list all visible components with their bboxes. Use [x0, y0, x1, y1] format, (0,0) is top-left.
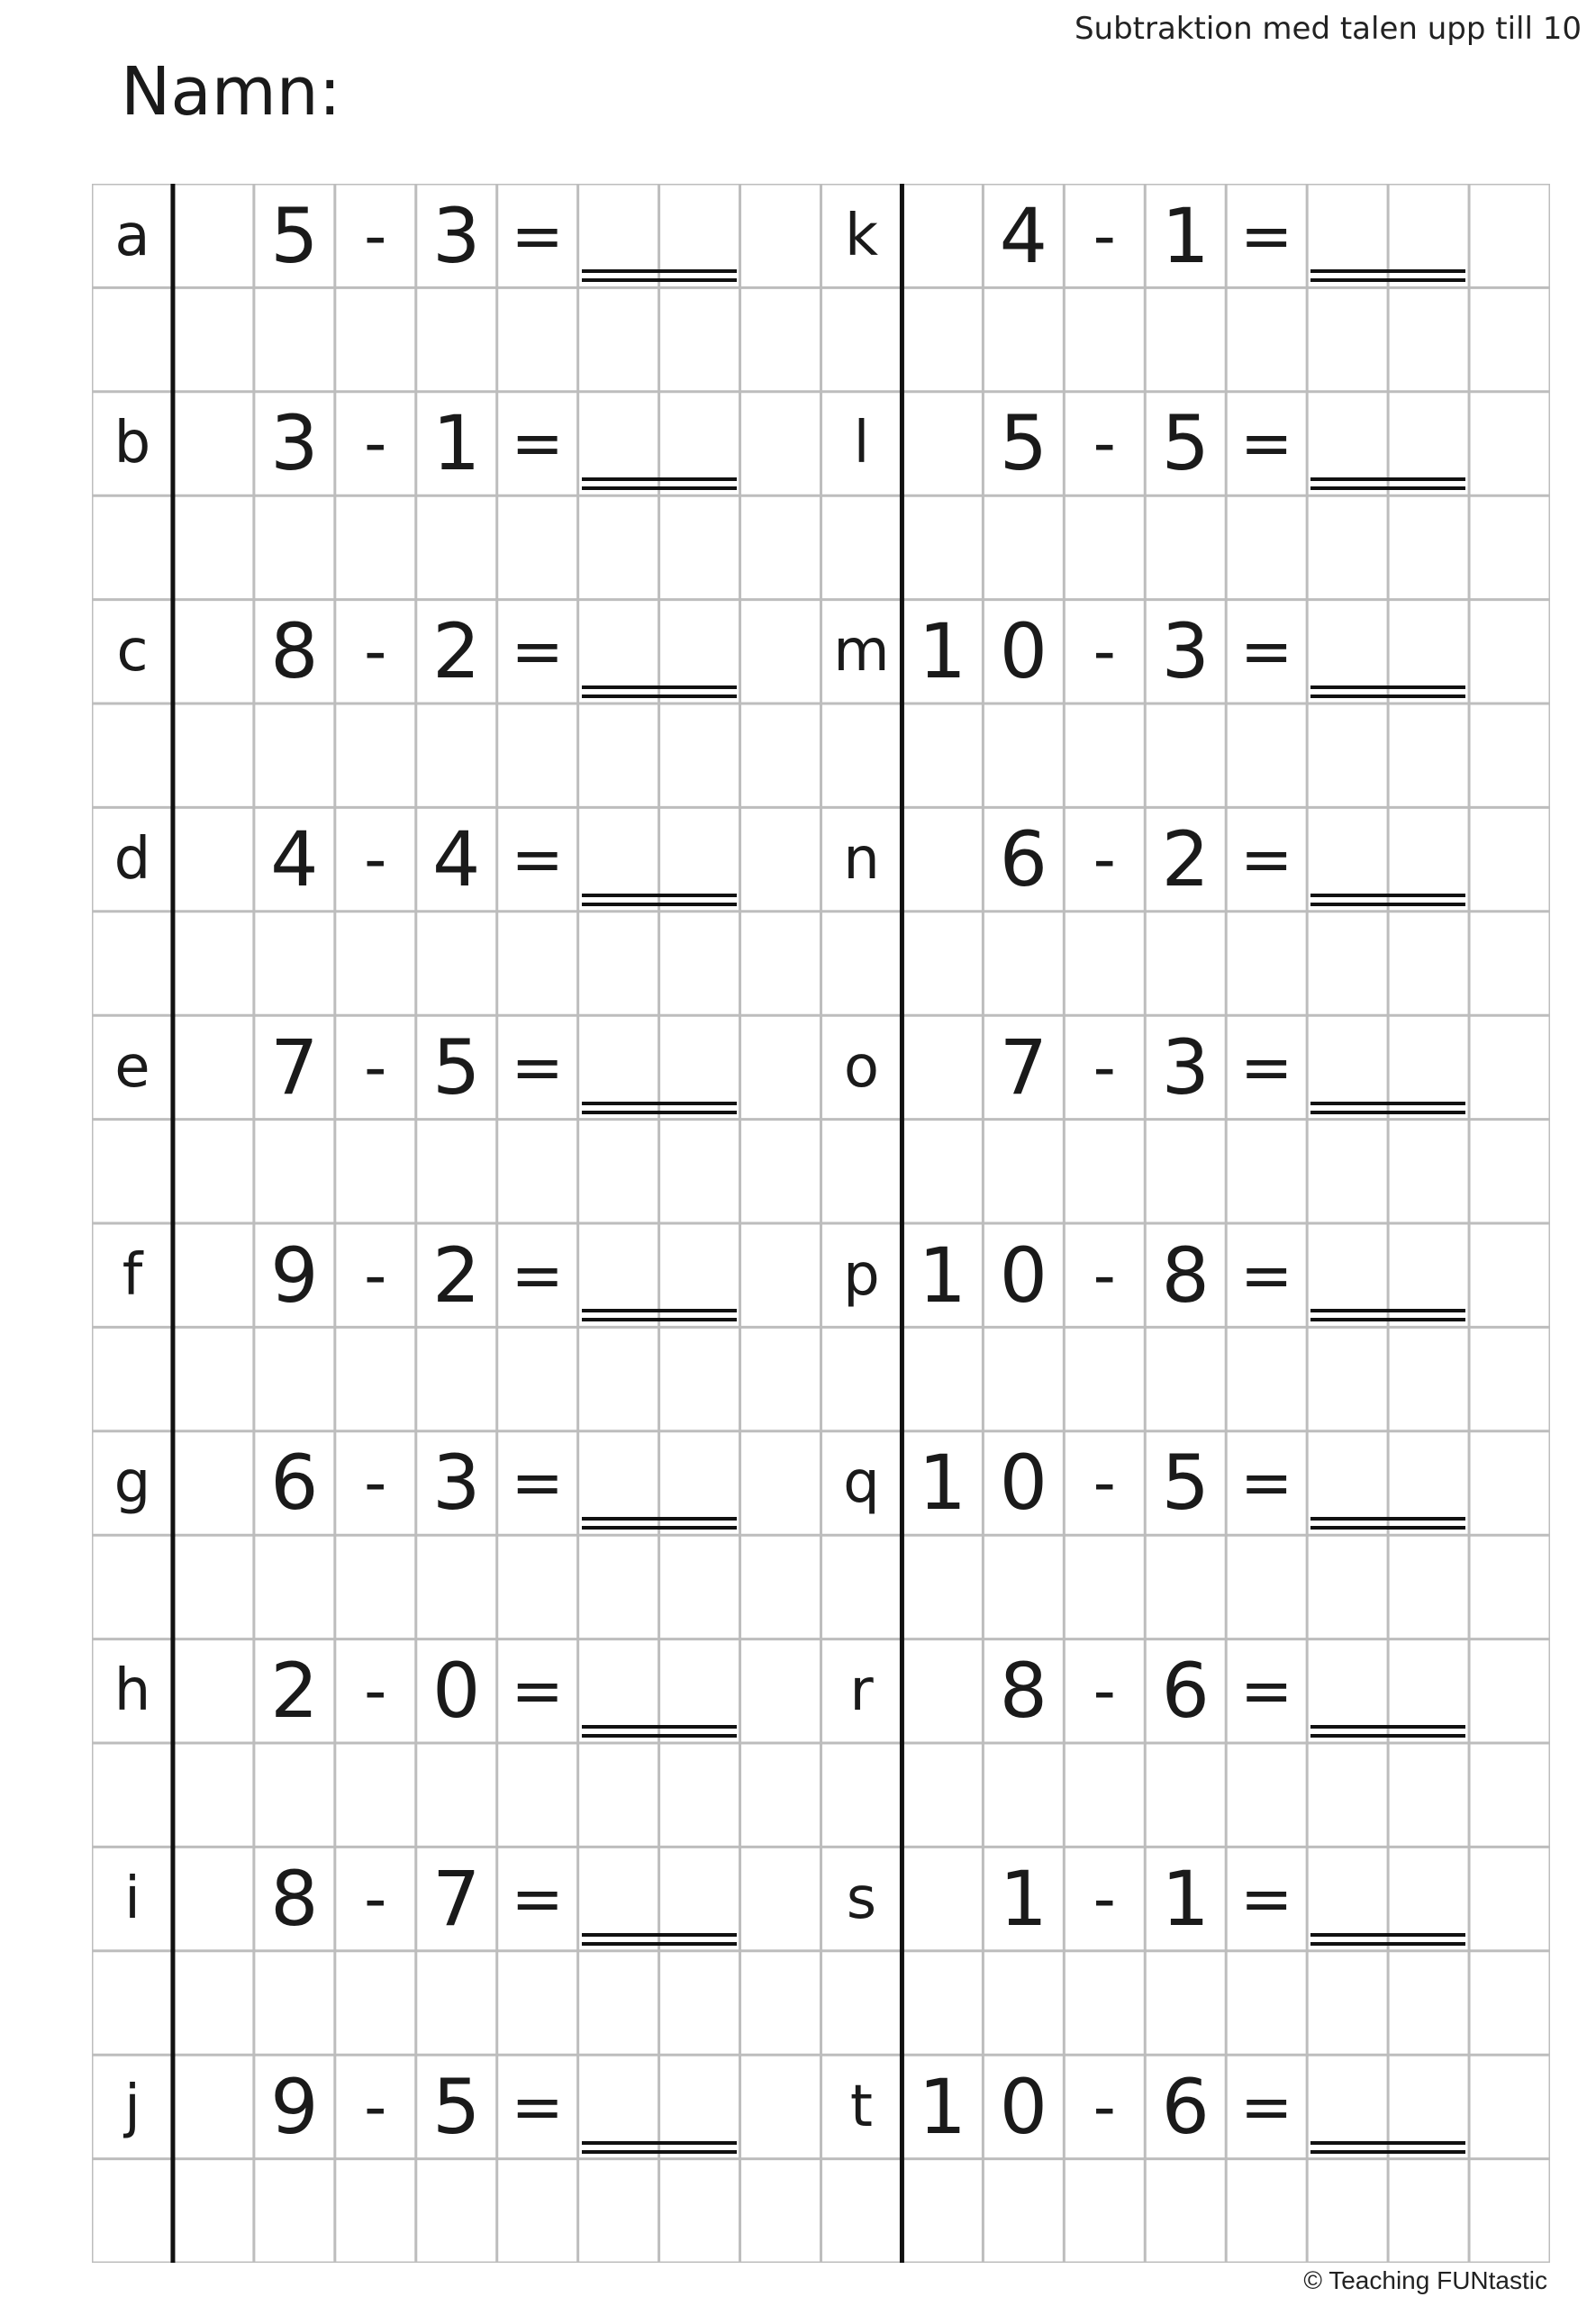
minus-sign: -: [364, 198, 387, 273]
minuend: 4: [270, 815, 319, 904]
minus-sign: -: [1093, 1654, 1116, 1729]
equals-sign: =: [511, 406, 565, 481]
answer-line[interactable]: [582, 2141, 737, 2154]
minus-sign: -: [1093, 614, 1116, 689]
exercise-grid: [92, 184, 1550, 2263]
subtrahend: 5: [1161, 399, 1210, 488]
minus-sign: -: [364, 1238, 387, 1312]
minuend: 6: [999, 815, 1048, 904]
subtrahend: 6: [1161, 2062, 1210, 2151]
minuend: 8: [999, 1647, 1048, 1736]
answer-line[interactable]: [1310, 269, 1465, 282]
equals-sign: =: [511, 822, 565, 897]
subtrahend: 3: [432, 1439, 481, 1528]
minus-sign: -: [364, 1030, 387, 1104]
answer-line[interactable]: [582, 269, 737, 282]
minus-sign: -: [364, 406, 387, 481]
minus-sign: -: [1093, 1862, 1116, 1937]
answer-line[interactable]: [582, 894, 737, 906]
subtrahend: 1: [1161, 1855, 1210, 1944]
answer-line[interactable]: [1310, 1725, 1465, 1738]
subtrahend: 7: [432, 1855, 481, 1944]
minuend: 6: [270, 1439, 319, 1528]
equals-sign: =: [1239, 406, 1293, 481]
equals-sign: =: [511, 1654, 565, 1729]
equals-sign: =: [1239, 1238, 1293, 1312]
minuend-ones: 0: [999, 607, 1048, 696]
problem-label: m: [833, 618, 890, 685]
problem-label: a: [114, 202, 150, 269]
problem-label: p: [843, 1241, 880, 1309]
minuend: 9: [270, 1230, 319, 1320]
minus-sign: -: [1093, 1238, 1116, 1312]
equals-sign: =: [1239, 1446, 1293, 1521]
problem-label: n: [843, 826, 880, 894]
answer-line[interactable]: [1310, 1102, 1465, 1114]
minuend: 3: [270, 399, 319, 488]
problem-label: e: [114, 1033, 150, 1101]
equals-sign: =: [1239, 1030, 1293, 1104]
subtrahend: 2: [432, 1230, 481, 1320]
answer-line[interactable]: [582, 477, 737, 490]
minus-sign: -: [1093, 406, 1116, 481]
minuend: 4: [999, 191, 1048, 280]
equals-sign: =: [1239, 198, 1293, 273]
answer-line[interactable]: [1310, 685, 1465, 698]
minuend: 8: [270, 607, 319, 696]
minuend-tens: 1: [918, 1230, 967, 1320]
equals-sign: =: [511, 1238, 565, 1312]
equals-sign: =: [511, 1030, 565, 1104]
answer-line[interactable]: [582, 1725, 737, 1738]
minuend-ones: 0: [999, 1439, 1048, 1528]
problem-label: o: [843, 1033, 880, 1101]
subtrahend: 2: [432, 607, 481, 696]
problem-label: j: [124, 2073, 141, 2140]
problem-label: s: [846, 1866, 877, 1933]
answer-line[interactable]: [1310, 2141, 1465, 2154]
subtrahend: 3: [1161, 607, 1210, 696]
name-label: Namn:: [121, 53, 341, 131]
minuend-tens: 1: [918, 1439, 967, 1528]
answer-line[interactable]: [1310, 1309, 1465, 1321]
problem-label: g: [113, 1449, 151, 1517]
minuend-ones: 0: [999, 2062, 1048, 2151]
answer-line[interactable]: [582, 685, 737, 698]
problem-label: c: [116, 618, 149, 685]
problem-label: k: [844, 202, 878, 269]
minuend: 7: [999, 1022, 1048, 1112]
problem-label: q: [843, 1449, 880, 1517]
subtrahend: 4: [432, 815, 481, 904]
problem-label: b: [113, 410, 151, 477]
minus-sign: -: [1093, 822, 1116, 897]
answer-line[interactable]: [582, 1517, 737, 1530]
minus-sign: -: [1093, 198, 1116, 273]
minus-sign: -: [1093, 1446, 1116, 1521]
minuend-tens: 1: [918, 2062, 967, 2151]
answer-line[interactable]: [582, 1309, 737, 1321]
subtrahend: 5: [432, 1022, 481, 1112]
problem-label: t: [849, 2073, 874, 2140]
equals-sign: =: [1239, 822, 1293, 897]
minus-sign: -: [364, 822, 387, 897]
problem-label: f: [122, 1241, 143, 1309]
equals-sign: =: [1239, 1862, 1293, 1937]
minuend: 1: [999, 1855, 1048, 1944]
minuend: 5: [270, 191, 319, 280]
problem-label: h: [113, 1657, 151, 1725]
minuend: 7: [270, 1022, 319, 1112]
minus-sign: -: [364, 1654, 387, 1729]
minus-sign: -: [364, 1446, 387, 1521]
equals-sign: =: [511, 198, 565, 273]
problem-label: d: [113, 826, 151, 894]
equals-sign: =: [1239, 1654, 1293, 1729]
subtrahend: 2: [1161, 815, 1210, 904]
subtrahend: 1: [1161, 191, 1210, 280]
subtrahend: 5: [1161, 1439, 1210, 1528]
subtrahend: 3: [432, 191, 481, 280]
subtrahend: 1: [432, 399, 481, 488]
equals-sign: =: [511, 1446, 565, 1521]
minuend-tens: 1: [918, 607, 967, 696]
equals-sign: =: [511, 1862, 565, 1937]
answer-line[interactable]: [1310, 477, 1465, 490]
minuend: 5: [999, 399, 1048, 488]
minus-sign: -: [1093, 2069, 1116, 2144]
problem-label: r: [849, 1657, 874, 1725]
minus-sign: -: [364, 614, 387, 689]
answer-line[interactable]: [582, 1933, 737, 1946]
subtrahend: 0: [432, 1647, 481, 1736]
minus-sign: -: [364, 1862, 387, 1937]
subtrahend: 3: [1161, 1022, 1210, 1112]
worksheet-title: Subtraktion med talen upp till 10: [1074, 11, 1582, 47]
problem-label: i: [124, 1866, 141, 1933]
answer-line[interactable]: [582, 1102, 737, 1114]
answer-line[interactable]: [1310, 894, 1465, 906]
answer-line[interactable]: [1310, 1933, 1465, 1946]
minuend: 2: [270, 1647, 319, 1736]
subtrahend: 6: [1161, 1647, 1210, 1736]
problem-label: l: [853, 410, 870, 477]
subtrahend: 5: [432, 2062, 481, 2151]
answer-line[interactable]: [1310, 1517, 1465, 1530]
minuend-ones: 0: [999, 1230, 1048, 1320]
equals-sign: =: [1239, 614, 1293, 689]
minus-sign: -: [1093, 1030, 1116, 1104]
equals-sign: =: [1239, 2069, 1293, 2144]
minuend: 9: [270, 2062, 319, 2151]
equals-sign: =: [511, 2069, 565, 2144]
equals-sign: =: [511, 614, 565, 689]
minus-sign: -: [364, 2069, 387, 2144]
copyright-notice: © Teaching FUNtastic: [1303, 2266, 1547, 2294]
subtrahend: 8: [1161, 1230, 1210, 1320]
minuend: 8: [270, 1855, 319, 1944]
